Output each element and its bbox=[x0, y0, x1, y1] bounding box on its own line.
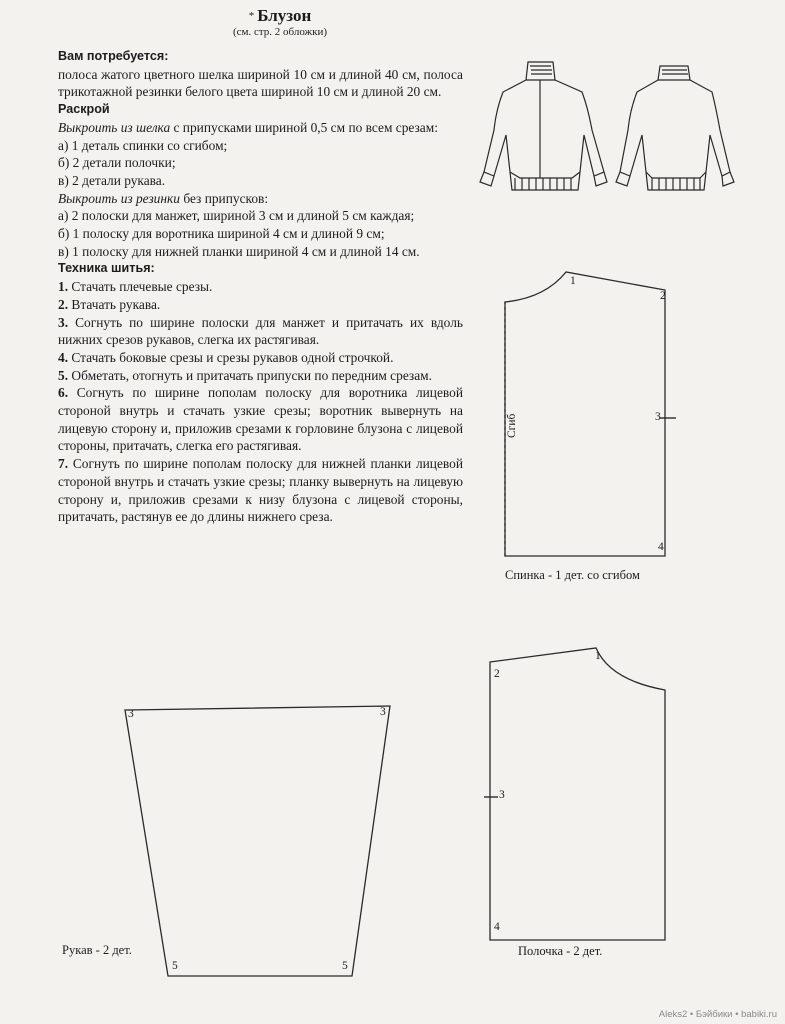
sleeve-point-5-left: 5 bbox=[172, 960, 178, 972]
back-pattern-piece bbox=[505, 272, 676, 556]
front-point-4: 4 bbox=[494, 921, 500, 933]
step-text: Согнуть по ширине пополам полоску для воротника лицевой стороной внутрь и стачать узкие срезы; воротник вывернуть на лицевую сторону и, приложив срезами к горловине блузона с лицевой стороны, притачать, слегка его растягивая. bbox=[58, 385, 463, 454]
jacket-front-illustration bbox=[480, 62, 607, 190]
sewing-heading: Техника шитья: bbox=[58, 261, 155, 276]
step-text: Стачать плечевые срезы. bbox=[68, 279, 213, 295]
step-number: 6. bbox=[58, 385, 69, 401]
back-point-3: 3 bbox=[655, 411, 661, 423]
step-text: Согнуть по ширине пополам полоску для нижней планки лицевой стороной внутрь и стачать узкие срезы; планку вывернуть на лицевую сторону и, приложив срезами к низу блузона с лицевой стороны, притачать, растянув ее до длины нижнего среза. bbox=[58, 456, 463, 525]
page-subtitle: (см. стр. 2 обложки) bbox=[232, 26, 328, 38]
sleeve-point-5-right: 5 bbox=[342, 960, 348, 972]
cutting-rib-item: в) 1 полоску для нижней планки шириной 4 см и длиной 14 см. bbox=[58, 243, 420, 259]
cutting-silk-item: б) 2 детали полочки; bbox=[58, 155, 176, 171]
jacket-back-illustration bbox=[616, 66, 734, 190]
watermark: Aleks2 • Бэйбики • babiki.ru bbox=[658, 1009, 777, 1020]
title-star: * bbox=[248, 10, 255, 22]
sleeve-point-3-left: 3 bbox=[128, 708, 134, 720]
back-point-1: 1 bbox=[570, 275, 576, 287]
title-text: Блузон bbox=[257, 6, 312, 25]
step-number: 7. bbox=[58, 456, 69, 472]
back-point-2: 2 bbox=[660, 290, 666, 302]
step-number: 1. bbox=[58, 279, 69, 295]
sleeve-caption: Рукав - 2 дет. bbox=[62, 943, 132, 957]
front-caption: Полочка - 2 дет. bbox=[518, 944, 603, 958]
front-point-2: 2 bbox=[494, 668, 500, 680]
step-text: Стачать боковые срезы и срезы рукавов одной строчкой. bbox=[68, 349, 394, 365]
back-point-4: 4 bbox=[658, 541, 664, 553]
cutting-silk-rest: с припусками шириной 0,5 см по всем срезам: bbox=[170, 119, 438, 135]
cutting-silk-item: в) 2 детали рукава. bbox=[58, 172, 166, 188]
back-caption: Спинка - 1 дет. со сгибом bbox=[505, 568, 640, 582]
cutting-rib-rest: без припусков: bbox=[179, 190, 269, 206]
step-number: 4. bbox=[58, 349, 69, 365]
front-point-3: 3 bbox=[499, 789, 505, 801]
step-number: 3. bbox=[58, 314, 69, 330]
step-number: 2. bbox=[58, 296, 69, 312]
cutting-silk-italic: Выкроить из шелка bbox=[58, 119, 171, 135]
step-number: 5. bbox=[58, 367, 69, 383]
step-text: Согнуть по ширине полоски для манжет и притачать их вдоль нижних срезов рукавов, слегка их растягивая. bbox=[58, 314, 463, 348]
cutting-rib-item: б) 1 полоску для воротника шириной 4 см и длиной 9 см; bbox=[58, 226, 385, 242]
fold-label: Сгиб bbox=[506, 413, 518, 438]
sleeve-point-3-right: 3 bbox=[380, 706, 386, 718]
cutting-heading: Раскрой bbox=[58, 102, 110, 117]
step-text: Обметать, отогнуть и притачать припуски по передним срезам. bbox=[68, 367, 432, 383]
front-pattern-piece bbox=[484, 648, 665, 940]
materials-text: полоса жатого цветного шелка шириной 10 см и длиной 40 см, полоса трикотажной резинки белого цвета шириной 10 см и длиной 20 см. bbox=[58, 66, 463, 100]
front-point-1: 1 bbox=[595, 650, 601, 662]
cutting-silk-item: а) 1 деталь спинки со сгибом; bbox=[58, 137, 228, 153]
step-text: Втачать рукава. bbox=[68, 296, 161, 312]
materials-heading: Вам потребуется: bbox=[58, 49, 169, 63]
cutting-rib-item: а) 2 полоски для манжет, шириной 3 см и длиной 5 см каждая; bbox=[58, 208, 415, 224]
cutting-rib-italic: Выкроить из резинки bbox=[58, 190, 180, 206]
sleeve-pattern-piece bbox=[125, 706, 390, 976]
